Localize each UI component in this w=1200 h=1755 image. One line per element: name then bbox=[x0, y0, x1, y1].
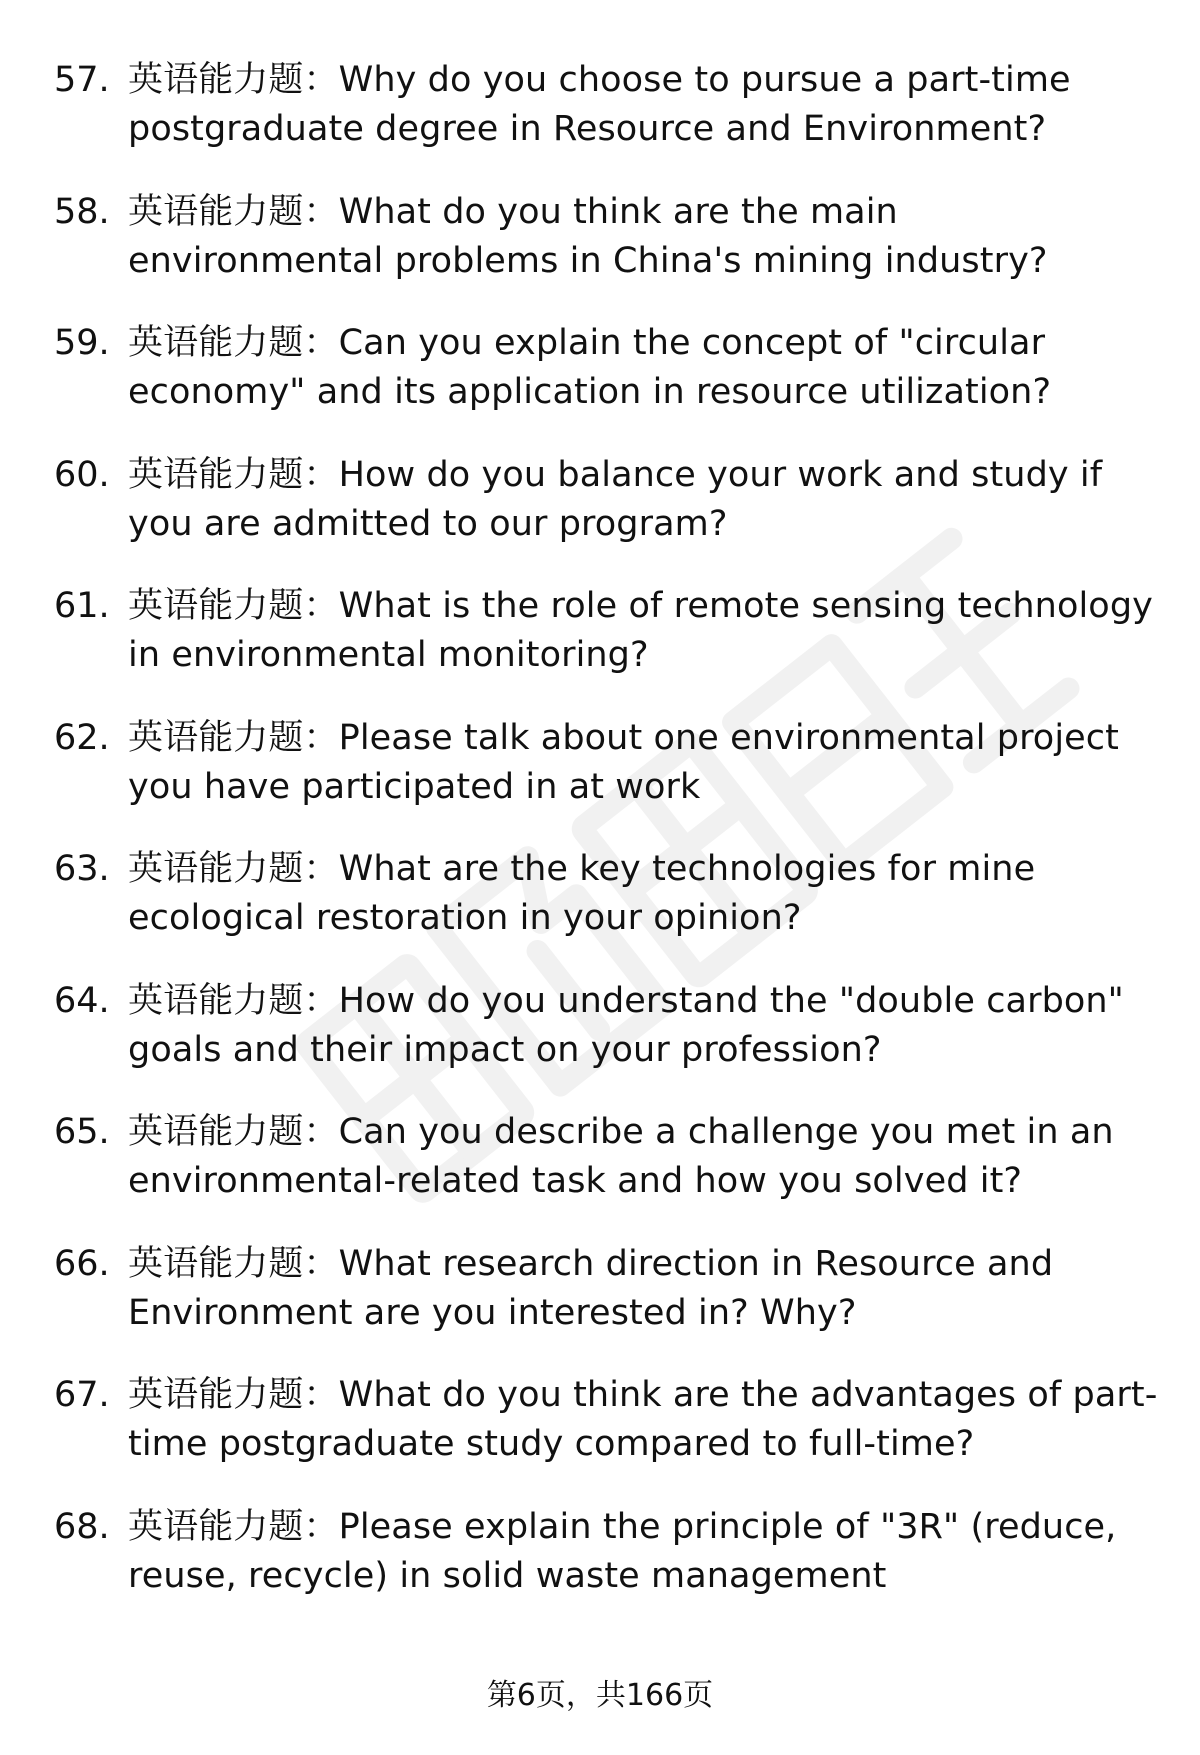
question-number: 60. bbox=[54, 454, 110, 495]
question-text: What do you think are the advantages of part-time postgraduate study compared to full-time? bbox=[128, 1375, 1158, 1464]
question-body bbox=[128, 1108, 1164, 1206]
page-number-footer: 第6页，共166页 bbox=[486, 1678, 714, 1713]
question-number: 67. bbox=[54, 1375, 110, 1415]
question-text: How do you understand the "double carbon" goals and their impact on your profession? bbox=[128, 980, 1124, 1070]
question-body bbox=[128, 188, 1164, 286]
question-text: What research direction in Resource and Environment are you interested in? Why? bbox=[128, 1243, 1054, 1333]
question-item bbox=[54, 56, 1164, 188]
question-item bbox=[54, 319, 1164, 451]
question-label: 英语能力题： bbox=[128, 849, 339, 889]
question-label: 英语能力题： bbox=[128, 586, 339, 626]
question-item bbox=[54, 977, 1164, 1109]
question-body bbox=[128, 451, 1164, 549]
question-number: 68. bbox=[54, 1506, 110, 1547]
question-label: 英语能力题： bbox=[128, 980, 339, 1021]
question-label: 英语能力题： bbox=[128, 1375, 339, 1415]
question-body bbox=[128, 56, 1164, 154]
question-text: Can you explain the concept of "circular economy" and its application in resource utilization? bbox=[128, 323, 1052, 412]
question-label: 英语能力题： bbox=[128, 191, 339, 232]
question-body bbox=[128, 1240, 1164, 1338]
question-item bbox=[54, 1108, 1164, 1240]
question-text: What is the role of remote sensing technology in environmental monitoring? bbox=[128, 586, 1153, 675]
question-body bbox=[128, 1503, 1164, 1601]
question-label: 英语能力题： bbox=[128, 454, 339, 495]
question-number: 62. bbox=[54, 717, 110, 758]
question-number: 59. bbox=[54, 323, 110, 363]
question-number: 57. bbox=[54, 60, 110, 100]
question-label: 英语能力题： bbox=[128, 1112, 339, 1152]
question-text: What do you think are the main environmental problems in China's mining industry? bbox=[128, 191, 1048, 281]
question-item bbox=[54, 714, 1164, 846]
question-text: Please talk about one environmental project you have participated in at work bbox=[128, 717, 1119, 807]
question-number: 58. bbox=[54, 191, 110, 232]
question-item bbox=[54, 1240, 1164, 1372]
question-item bbox=[54, 188, 1164, 320]
question-label: 英语能力题： bbox=[128, 323, 339, 363]
question-body bbox=[128, 1371, 1164, 1469]
question-body bbox=[128, 714, 1164, 812]
question-number: 63. bbox=[54, 849, 110, 889]
question-body bbox=[128, 977, 1164, 1075]
question-item bbox=[54, 1371, 1164, 1503]
question-text: What are the key technologies for mine ecological restoration in your opinion? bbox=[128, 849, 1036, 938]
question-number: 61. bbox=[54, 586, 110, 626]
question-number: 66. bbox=[54, 1243, 110, 1284]
question-label: 英语能力题： bbox=[128, 60, 339, 100]
question-list bbox=[54, 56, 1164, 1634]
question-label: 英语能力题： bbox=[128, 1243, 339, 1284]
question-body bbox=[128, 319, 1164, 417]
question-body bbox=[128, 582, 1164, 680]
question-item bbox=[54, 1503, 1164, 1635]
question-number: 65. bbox=[54, 1112, 110, 1152]
question-item bbox=[54, 451, 1164, 583]
question-body bbox=[128, 845, 1164, 943]
question-text: Can you describe a challenge you met in an environmental-related task and how you solved it? bbox=[128, 1112, 1114, 1201]
question-item bbox=[54, 582, 1164, 714]
question-number: 64. bbox=[54, 980, 110, 1021]
question-text: Why do you choose to pursue a part-time postgraduate degree in Resource and Environment? bbox=[128, 60, 1071, 149]
question-text: Please explain the principle of "3R" (reduce, reuse, recycle) in solid waste management bbox=[128, 1506, 1117, 1596]
question-label: 英语能力题： bbox=[128, 717, 339, 758]
question-text: How do you balance your work and study if you are admitted to our program? bbox=[128, 454, 1103, 544]
question-label: 英语能力题： bbox=[128, 1506, 339, 1547]
question-item bbox=[54, 845, 1164, 977]
